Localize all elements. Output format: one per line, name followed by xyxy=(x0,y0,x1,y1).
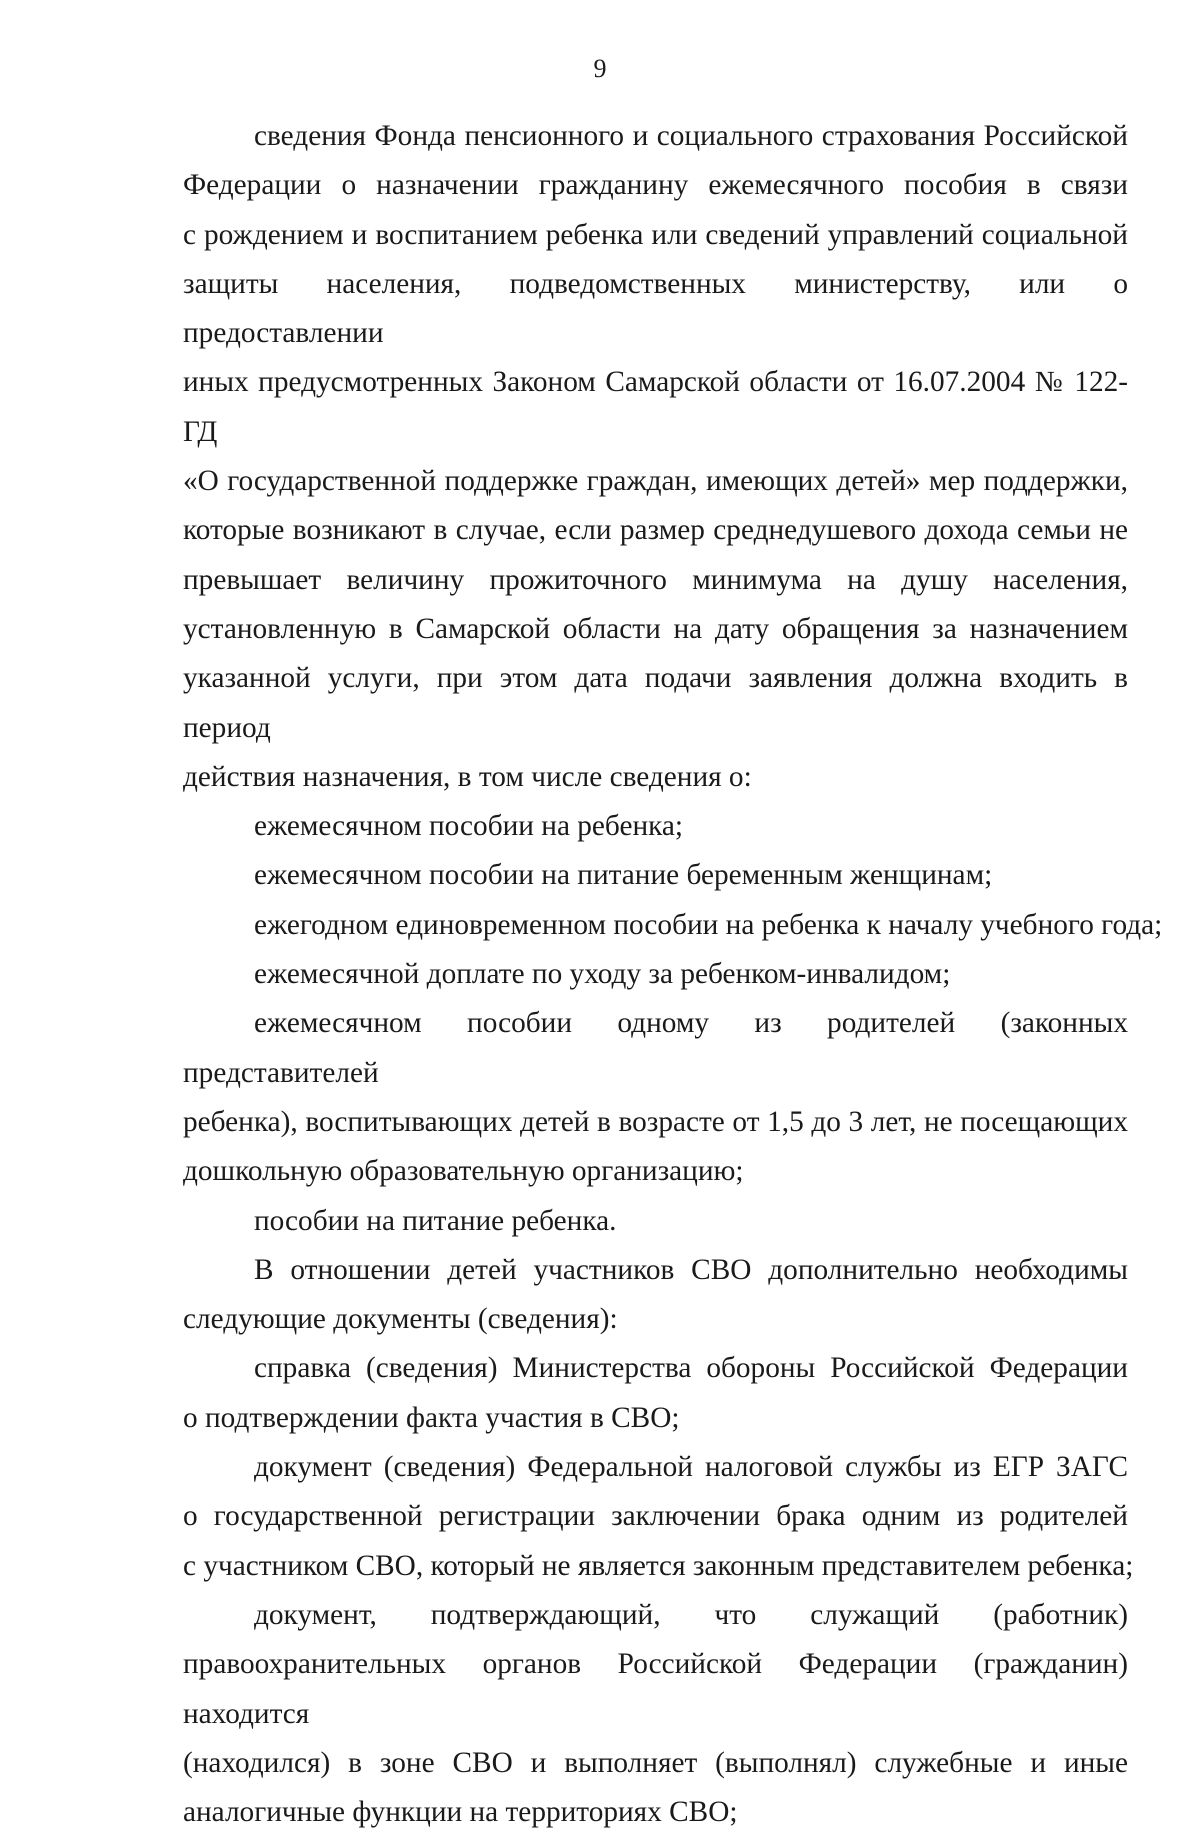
text-line: установленную в Самарской области на дату обращения за назначением xyxy=(183,612,1128,645)
document-body xyxy=(183,112,1163,1837)
text-line: с участником СВО, который не является законным представителем ребенка; xyxy=(183,1549,1134,1582)
text-line: справка (сведения) Министерства обороны Российской Федерации xyxy=(254,1352,1128,1385)
text-line: аналогичные функции на территориях СВО; xyxy=(183,1796,738,1829)
text-line: действия назначения, в том числе сведения о: xyxy=(183,760,752,793)
text-line: пособии на питание ребенка. xyxy=(254,1204,617,1237)
paragraph xyxy=(183,112,1128,802)
text-line: ежемесячном пособии на ребенка; xyxy=(254,810,684,843)
text-line: документ, подтверждающий, что служащий (работник) xyxy=(254,1598,1128,1631)
text-line: ежемесячном пособии одному из родителей (законных представителей xyxy=(183,1007,1128,1089)
text-line: иных предусмотренных Законом Самарской области от 16.07.2004 № 122-ГД xyxy=(183,366,1128,448)
text-line: о государственной регистрации заключении брака одним из родителей xyxy=(183,1500,1128,1533)
text-line: ежемесячном пособии на питание беременным женщинам; xyxy=(254,859,993,892)
paragraph xyxy=(183,851,1128,900)
paragraph xyxy=(183,1344,1128,1443)
paragraph xyxy=(183,999,1128,1196)
paragraph xyxy=(183,802,1128,851)
paragraph xyxy=(183,1591,1128,1837)
text-line: следующие документы (сведения): xyxy=(183,1303,618,1336)
text-line: превышает величину прожиточного минимума на душу населения, xyxy=(183,563,1128,596)
page-number: 9 xyxy=(593,54,607,83)
text-line: «О государственной поддержке граждан, имеющих детей» мер поддержки, xyxy=(183,465,1128,498)
text-line: о подтверждении факта участия в СВО; xyxy=(183,1401,680,1434)
text-line: ежемесячной доплате по уходу за ребенком-инвалидом; xyxy=(254,958,951,991)
text-line: (находился) в зоне СВО и выполняет (выполнял) служебные и иные xyxy=(183,1746,1128,1779)
text-line: сведения Фонда пенсионного и социального страхования Российской xyxy=(254,120,1128,152)
paragraph xyxy=(183,1246,1128,1345)
text-line: ребенка), воспитывающих детей в возрасте от 1,5 до 3 лет, не посещающих xyxy=(183,1105,1128,1138)
paragraph xyxy=(183,1443,1134,1591)
paragraph xyxy=(183,901,1163,950)
text-line: указанной услуги, при этом дата подачи заявления должна входить в период xyxy=(183,662,1128,744)
paragraph xyxy=(183,950,1128,999)
text-line: В отношении детей участников СВО дополнительно необходимы xyxy=(254,1253,1128,1286)
text-line: с рождением и воспитанием ребенка или сведений управлений социальной xyxy=(183,218,1128,251)
paragraph xyxy=(183,1197,1128,1246)
text-line: Федерации о назначении гражданину ежемесячного пособия в связи xyxy=(183,169,1128,202)
text-line: защиты населения, подведомственных министерству, или о предоставлении xyxy=(183,267,1128,350)
text-line: ежегодном единовременном пособии на ребенка к началу учебного года; xyxy=(254,908,1163,941)
text-line: которые возникают в случае, если размер среднедушевого дохода семьи не xyxy=(183,514,1128,547)
text-line: правоохранительных органов Российской Федерации (гражданин) находится xyxy=(183,1648,1128,1730)
text-line: дошкольную образовательную организацию; xyxy=(183,1155,744,1188)
text-line: документ (сведения) Федеральной налоговой службы из ЕГР ЗАГС xyxy=(254,1451,1128,1484)
